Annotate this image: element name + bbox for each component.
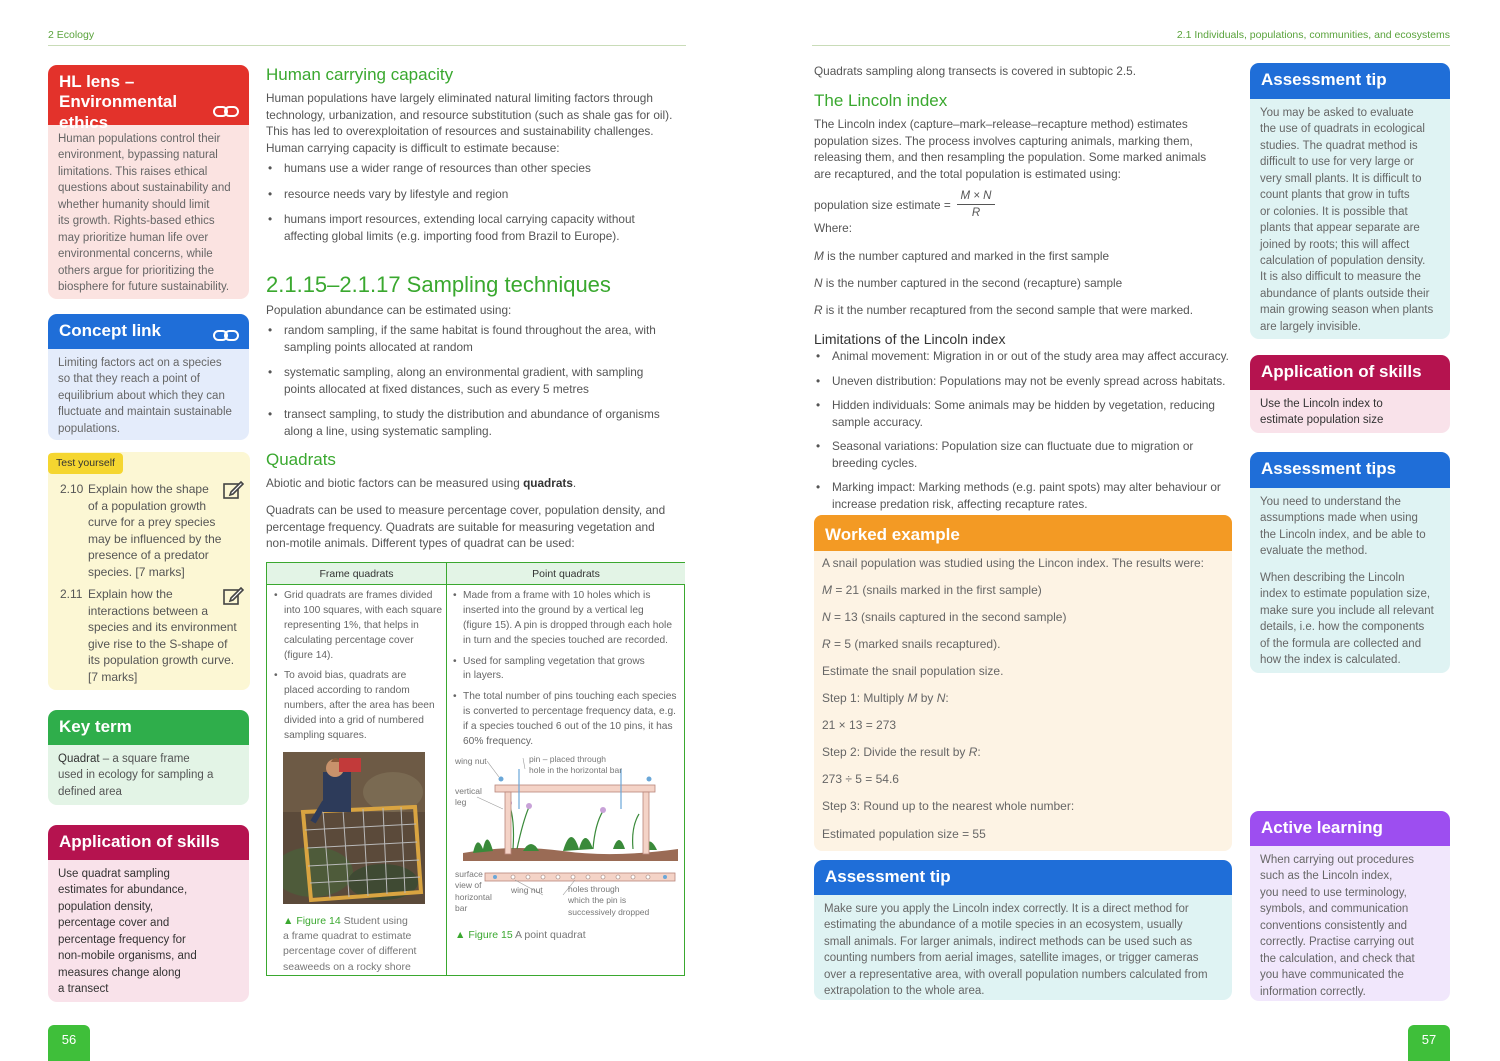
table-cell-item: [453, 655, 683, 685]
list-item: [266, 322, 686, 355]
cell-line: divided into a grid of numbered: [284, 715, 424, 727]
key-term-line: defined area: [58, 785, 122, 798]
formula-denominator: R: [971, 207, 981, 220]
edit-icon: [222, 479, 244, 501]
table-cell-item: [274, 669, 444, 743]
cell-line: sampling squares.: [284, 730, 367, 742]
application-skills-title: Application of skills: [1250, 355, 1450, 390]
limitations-heading: Limitations of the Lincoln index: [814, 331, 1006, 347]
cell-line: representing 1%, that helps in: [284, 619, 419, 631]
worked-r: [822, 636, 1000, 653]
quadrats-term: quadrats: [523, 476, 573, 490]
tip-line: the Lincoln index, and be able to: [1260, 528, 1426, 541]
tip-line: of the formula are collected and: [1260, 637, 1422, 650]
concept-line: Limiting factors act on a species: [58, 357, 222, 369]
key-term-word: Quadrat: [58, 753, 100, 765]
hl-lens-line: environment, bypassing natural: [58, 149, 218, 162]
text-run: is the number captured and marked in the first sample: [823, 249, 1110, 263]
caption-line: a frame quadrat to estimate: [283, 930, 412, 943]
list-item: [266, 160, 686, 177]
cell-line: inserted into the ground by a vertical leg: [463, 604, 644, 616]
para-line: Human populations have largely eliminated natural limiting factors through: [266, 91, 653, 105]
table-cell-item: [453, 589, 683, 649]
tip-line: assumptions made when using: [1260, 512, 1418, 525]
cell-line: if a species touched 6 out of the 10 pins, it has: [463, 721, 673, 733]
list-line: • humans use a wider range of resources than other species: [284, 161, 591, 175]
list-line: • transect sampling, to study the distribution and abundance of organisms: [284, 407, 660, 422]
edit-icon: [222, 585, 244, 607]
tip-line: make sure you include all relevant: [1260, 604, 1434, 617]
tip-line: counting numbers from aerial images, satellite images, or trigger cameras: [824, 952, 1199, 965]
running-head-right: 2.1 Individuals, populations, communities, and ecosystems: [1176, 29, 1450, 41]
quadrats-para-2: [266, 502, 665, 552]
key-term-line: used in ecology for sampling a: [58, 769, 214, 782]
table-header-point: Point quadrats: [447, 563, 685, 585]
question-line: its population growth curve.: [88, 653, 235, 668]
tip-line: small animals. For larger animals, indirect methods can be used such as: [824, 935, 1193, 948]
diagram-label-line: which the pin is: [568, 895, 627, 906]
list-line: • Hidden individuals: Some animals may be hidden by vegetation, reducing: [832, 398, 1215, 413]
label-wing-nut-bottom: wing nut: [511, 885, 543, 895]
hl-lens-line: environmental concerns, while: [58, 248, 213, 261]
assessment-tip-box-bottom: [814, 860, 1232, 1000]
tip-line: calculation of population density.: [1260, 254, 1426, 267]
question-line: Explain how the: [88, 587, 173, 601]
text-run: is it the number recaptured from the second sample that were marked.: [822, 303, 1193, 317]
question-line: give rise to the S-shape of: [88, 636, 228, 651]
tip-line: how the index is calculated.: [1260, 653, 1401, 666]
worked-calc-2: 273 ÷ 5 = 54.6: [822, 772, 899, 786]
tip-line: You need to understand the: [1260, 496, 1401, 508]
list-item: [814, 397, 1234, 430]
worked-result: Estimated population size = 55: [822, 827, 986, 841]
assessment-tips-body: [1250, 488, 1450, 673]
key-term-body: [48, 745, 249, 805]
concept-link-title: Concept link: [59, 321, 162, 340]
var-m: M: [907, 691, 918, 705]
hl-lens-body: [48, 125, 249, 299]
carrying-capacity-heading: Human carrying capacity: [266, 65, 454, 84]
cell-line: placed according to random: [284, 685, 410, 697]
table-divider: [446, 563, 447, 975]
application-skills-title: Application of skills: [48, 825, 249, 860]
diagram-label-line: horizontal: [455, 891, 492, 902]
figure-label: Figure 15: [468, 929, 513, 941]
worked-step-3: Step 3: Round up to the nearest whole number:: [822, 799, 1075, 813]
spacer: [1260, 560, 1440, 570]
hl-lens-line: biosphere for future sustainability.: [58, 280, 230, 293]
label-wing-nut: wing nut: [455, 756, 487, 766]
para-line: This has led to overexploitation of resources and sustainability challenges.: [266, 124, 654, 139]
definition-m: [814, 248, 1109, 265]
lincoln-heading: The Lincoln index: [814, 91, 948, 110]
active-learning-title: Active learning: [1250, 811, 1450, 846]
table-cell-item: [453, 690, 683, 750]
cell-line: into 100 squares, with each square: [284, 604, 443, 616]
tip-line: When describing the Lincoln: [1260, 571, 1405, 584]
cell-line: (figure 14).: [284, 649, 334, 661]
text-run: Abiotic and biotic factors can be measured using: [266, 476, 524, 490]
diagram-label-line: vertical: [455, 786, 482, 796]
active-line: such as the Lincoln index,: [1260, 870, 1393, 883]
list-line: • Uneven distribution: Populations may not be evenly spread across habitats.: [832, 373, 1226, 388]
carrying-capacity-para: [266, 90, 672, 156]
cell-line: • Used for sampling vegetation that grows: [463, 655, 645, 667]
key-term-title: Key term: [48, 710, 249, 745]
list-item: [814, 479, 1234, 512]
list-item: [266, 406, 686, 439]
question-line: species. [7 marks]: [88, 564, 185, 579]
skills-line: Use quadrat sampling: [58, 868, 170, 880]
caption-line: Student using: [340, 915, 408, 927]
tip-line: plants that appear separate are: [1260, 222, 1420, 235]
para-line: Human carrying capacity is difficult to estimate because:: [266, 140, 560, 155]
list-line: affecting global limits (e.g. importing food from Brazil to Europe).: [284, 228, 620, 243]
active-line: When carrying out procedures: [1260, 854, 1415, 866]
quadrats-line-1: [266, 475, 576, 492]
point-quadrats-list: [453, 589, 683, 756]
hl-lens-box: [48, 65, 249, 299]
assessment-tip-body: [814, 895, 1232, 1000]
application-skills-body: [1250, 390, 1450, 433]
where-label: Where:: [814, 221, 853, 235]
hl-lens-line: its growth. Rights-based ethics: [58, 215, 215, 228]
tip-line: studies. The quadrat method is: [1260, 139, 1418, 152]
table-header-frame: Frame quadrats: [267, 563, 446, 585]
skills-line: non-mobile organisms, and: [58, 950, 197, 963]
question-line: Explain how the shape: [88, 482, 209, 496]
test-yourself-tag: Test yourself: [48, 453, 123, 474]
tip-line: You may be asked to evaluate: [1260, 107, 1414, 119]
figure-label: Figure 14: [296, 915, 341, 927]
sampling-list: [266, 322, 686, 448]
text-run: .: [572, 476, 577, 490]
skills-line: percentage cover and: [58, 917, 170, 930]
application-skills-body: [48, 860, 249, 1002]
tip-line: count plants that grow in tufts: [1260, 189, 1410, 202]
tip-line: joined by roots; this will affect: [1260, 238, 1410, 251]
question-line: curve for a prey species: [88, 515, 216, 530]
header-rule-right: [812, 45, 1450, 46]
var-r: R: [814, 303, 823, 317]
tip-line: very small plants. It is difficult to: [1260, 172, 1422, 185]
table-cell-item: [274, 589, 444, 663]
para-line: percentage frequency. Quadrats are suitable for measuring vegetation and: [266, 519, 655, 534]
diagram-label-line: pin – placed through: [529, 754, 607, 764]
list-item: [266, 186, 686, 203]
list-line: breeding cycles.: [832, 455, 918, 470]
diagram-label-line: successively dropped: [568, 906, 650, 917]
concept-link-body: [48, 349, 249, 440]
text-run: Step 1: Multiply: [822, 691, 908, 705]
text-run: is the number captured in the second (recapture) sample: [822, 276, 1123, 290]
caption-text: A point quadrat: [512, 929, 586, 941]
lincoln-formula-label: population size estimate =: [814, 198, 951, 212]
tip-line: abundance of plants outside their: [1260, 287, 1430, 300]
list-line: • Marking impact: Marking methods (e.g. paint spots) may alter behaviour or: [832, 480, 1221, 495]
cell-line: calculating percentage cover: [284, 634, 414, 646]
tip-line: difficult to use for very large or: [1260, 156, 1414, 169]
cell-line: (figure 15). A pin is dropped through each hole: [463, 619, 672, 631]
sampling-intro: Population abundance can be estimated using:: [266, 303, 512, 317]
lincoln-para: [814, 116, 1206, 182]
active-learning-box: [1250, 811, 1450, 1001]
list-item: [266, 211, 686, 244]
quadrat-types-table: [266, 562, 685, 976]
hl-lens-line: others argue for prioritizing the: [58, 264, 214, 277]
diagram-label-line: leg: [455, 797, 467, 808]
list-line: • humans import resources, extending local carrying capacity without: [284, 212, 635, 227]
text-run: = 21 (snails marked in the first sample): [832, 583, 1042, 597]
cell-line: • Made from a frame with 10 holes which is: [463, 590, 651, 601]
label-pin: [529, 754, 622, 776]
student-quadrat-photo: [283, 752, 425, 904]
caption-line: seaweeds on a rocky shore: [283, 960, 411, 973]
var-r: R: [822, 637, 831, 651]
tip-line: are largely invisible.: [1260, 320, 1361, 333]
caption-line: percentage cover of different: [283, 945, 417, 958]
transect-note: Quadrats sampling along transects is covered in subtopic 2.5.: [814, 64, 1136, 78]
concept-line: populations.: [58, 422, 121, 435]
text-run: = 5 (marked snails recaptured).: [830, 637, 1001, 651]
var-m: M: [814, 249, 824, 263]
question-number: 2.10: [60, 482, 84, 496]
list-line: • random sampling, if the same habitat is found throughout the area, with: [284, 323, 656, 337]
para-line: Quadrats can be used to measure percentage cover, population density, and: [266, 503, 666, 517]
active-line: correctly. Practise carrying out: [1260, 936, 1414, 949]
active-line: symbols, and communication: [1260, 903, 1409, 916]
header-rule-left: [48, 45, 686, 46]
list-line: • Seasonal variations: Population size can fluctuate due to migration or: [832, 439, 1194, 454]
var-n: N: [814, 276, 823, 290]
text-run: :: [945, 691, 949, 705]
para-line: The Lincoln index (capture–mark–release–recapture method) estimates: [814, 117, 1188, 131]
question-number: 2.11: [60, 587, 83, 601]
question-line: [7 marks]: [88, 669, 138, 684]
hl-lens-line: whether humanity should limit: [58, 198, 210, 211]
page-number-left: 56: [48, 1025, 90, 1061]
question-line: interactions between a: [88, 603, 209, 618]
diagram-label-line: holes through: [568, 884, 620, 894]
cell-line: 60% frequency.: [463, 736, 534, 748]
list-line: increase predation risk, affecting recapture rates.: [832, 496, 1088, 511]
list-line: points allocated at fixed distances, such as every 5 metres: [284, 381, 589, 396]
list-line: sampling points allocated at random: [284, 339, 473, 354]
cell-line: • To avoid bias, quadrats are: [284, 670, 407, 682]
skills-line: population density,: [58, 900, 154, 913]
list-line: • resource needs vary by lifestyle and region: [284, 186, 509, 201]
list-line: sample accuracy.: [832, 414, 923, 429]
tip-line: the use of quadrats in ecological: [1260, 123, 1425, 136]
worked-calc-1: 21 × 13 = 273: [822, 718, 897, 732]
cell-line: is converted to percentage frequency data, e.g.: [463, 706, 676, 718]
text-run: :: [977, 745, 981, 759]
para-line: technology, urbanization, and resource substitution (such as shale gas for oil).: [266, 107, 673, 122]
cell-line: in layers.: [463, 670, 504, 682]
sampling-heading: 2.1.15–2.1.17 Sampling techniques: [266, 272, 611, 297]
skills-line: Use the Lincoln index to: [1260, 398, 1383, 410]
hl-lens-line: limitations. This raises ethical: [58, 165, 208, 178]
worked-step-2: [822, 744, 981, 761]
assessment-tip-title: Assessment tip: [1250, 63, 1450, 99]
list-item: [814, 348, 1234, 365]
cell-line: in turn and the species touched are recorded.: [463, 634, 669, 646]
lincoln-formula-fraction: [957, 188, 995, 222]
concept-link-header: [48, 314, 249, 349]
application-skills-box-right: [1250, 355, 1450, 433]
tip-line: Make sure you apply the Lincoln index correctly. It is a direct method for: [824, 903, 1189, 915]
application-skills-box-left: [48, 825, 249, 1002]
concept-line: equilibrium about which they can: [58, 389, 225, 402]
var-n: N: [936, 691, 946, 705]
assessment-tip-box-right: [1250, 63, 1450, 339]
list-line: • Animal movement: Migration in or out of the study area may affect accuracy.: [832, 349, 1229, 363]
running-head-left: 2 Ecology: [48, 29, 95, 41]
concept-line: fluctuate and maintain sustainable: [58, 406, 232, 419]
label-vertical-leg: [455, 786, 482, 808]
tip-line: evaluate the method.: [1260, 545, 1368, 558]
list-item: [814, 438, 1234, 471]
link-icon: [213, 105, 239, 118]
question-line: presence of a predator: [88, 548, 209, 563]
cell-line: numbers, after the area has been: [284, 700, 435, 712]
hl-lens-line: questions about sustainability and: [58, 182, 231, 195]
hl-lens-line: may prioritize human life over: [58, 231, 209, 244]
diagram-label-line: surface: [455, 869, 483, 879]
worked-n: [822, 609, 1066, 626]
question-line: species and its environment: [88, 620, 237, 635]
skills-line: measures change along: [58, 966, 181, 979]
carrying-capacity-list: [266, 160, 686, 253]
tip-line: index to estimate population size,: [1260, 588, 1431, 601]
active-line: conventions consistently and: [1260, 919, 1408, 932]
text-run: = 13 (snails captured in the second sample): [830, 610, 1067, 624]
concept-line: so that they reach a point of: [58, 373, 200, 386]
tip-line: details, i.e. how the components: [1260, 621, 1425, 634]
definition-n: [814, 275, 1122, 292]
key-term-line: – a square frame: [99, 753, 190, 765]
tip-line: main growing season when plants: [1260, 304, 1434, 317]
concept-link-box: [48, 314, 249, 440]
worked-intro: A snail population was studied using the Lincon index. The results were:: [822, 556, 1205, 570]
page-number-right: 57: [1408, 1025, 1450, 1061]
skills-line: estimates for abundance,: [58, 884, 188, 897]
assessment-tips-box: [1250, 452, 1450, 673]
hl-lens-line: Human populations control their: [58, 133, 221, 145]
tip-line: over a representative area, with overall population numbers calculated from: [824, 968, 1208, 981]
figure-15-caption: [455, 928, 586, 943]
list-item: [814, 373, 1234, 390]
key-term-box: [48, 710, 249, 805]
list-line: • systematic sampling, along an environmental gradient, with sampling: [284, 365, 644, 380]
skills-line: estimate population size: [1260, 414, 1384, 427]
diagram-label-line: bar: [455, 903, 468, 914]
label-surface-view: [455, 869, 492, 915]
active-line: information correctly.: [1260, 985, 1366, 998]
definition-r: [814, 302, 1193, 319]
skills-line: percentage frequency for: [58, 933, 186, 946]
para-line: population sizes. The process involves capturing animals, marking them,: [814, 133, 1193, 148]
triangle-icon: ▲: [455, 929, 469, 941]
tip-line: estimating the abundance of a motile species in an ecosystem, usually: [824, 919, 1183, 932]
question-2-11: [88, 586, 237, 685]
label-holes: [568, 884, 649, 918]
question-line: of a population growth: [88, 498, 207, 513]
tip-line: extrapolation to the whole area.: [824, 985, 985, 998]
active-learning-body: [1250, 846, 1450, 1001]
diagram-label-line: hole in the horizontal bar: [529, 765, 623, 776]
worked-m: [822, 582, 1042, 599]
frame-quadrats-list: [274, 589, 444, 750]
var-m: M: [822, 583, 832, 597]
question-2-10: [88, 481, 221, 580]
var-r: R: [968, 745, 978, 759]
hl-lens-title-1: HL lens – Environmental: [59, 72, 178, 112]
active-line: the calculation, and check that: [1260, 952, 1415, 965]
link-icon: [213, 329, 239, 342]
assessment-tip-title: Assessment tip: [814, 860, 1232, 895]
active-line: you need to use terminology,: [1260, 886, 1407, 899]
list-item: [266, 364, 686, 397]
worked-example-title: Worked example: [814, 515, 1232, 551]
worked-estimate: Estimate the snail population size.: [822, 664, 1004, 678]
list-line: along a line, using systematic sampling.: [284, 423, 492, 438]
figure-14-caption: [283, 914, 416, 975]
triangle-icon: ▲: [283, 915, 297, 927]
text-run: Step 2: Divide the result by: [822, 745, 969, 759]
active-line: you have communicated the: [1260, 969, 1404, 982]
cell-line: • Grid quadrats are frames divided: [284, 590, 433, 601]
text-run: by: [917, 691, 937, 705]
skills-line: a transect: [58, 983, 109, 996]
para-line: non-motile animals. Different types of quadrat can be used:: [266, 536, 575, 551]
assessment-tip-body: [1250, 99, 1450, 339]
limitations-list: [814, 348, 1234, 520]
var-n: N: [822, 610, 831, 624]
assessment-tips-title: Assessment tips: [1250, 452, 1450, 488]
tip-line: or colonies. It is possible that: [1260, 205, 1408, 218]
question-line: may be influenced by the: [88, 531, 222, 546]
hl-lens-title-2: ethics: [59, 112, 109, 132]
cell-line: • The total number of pins touching each species: [463, 691, 677, 703]
diagram-label-line: view of: [455, 880, 482, 891]
para-line: are recaptured, and the total population is estimated using:: [814, 166, 1121, 181]
worked-step-1: [822, 690, 949, 707]
formula-numerator: M × N: [957, 188, 995, 205]
hl-lens-header: [48, 65, 249, 132]
para-line: releasing them, and then resampling the population. Some marked animals: [814, 150, 1207, 165]
quadrats-heading: Quadrats: [266, 450, 336, 469]
tip-line: It is also difficult to measure the: [1260, 271, 1421, 284]
